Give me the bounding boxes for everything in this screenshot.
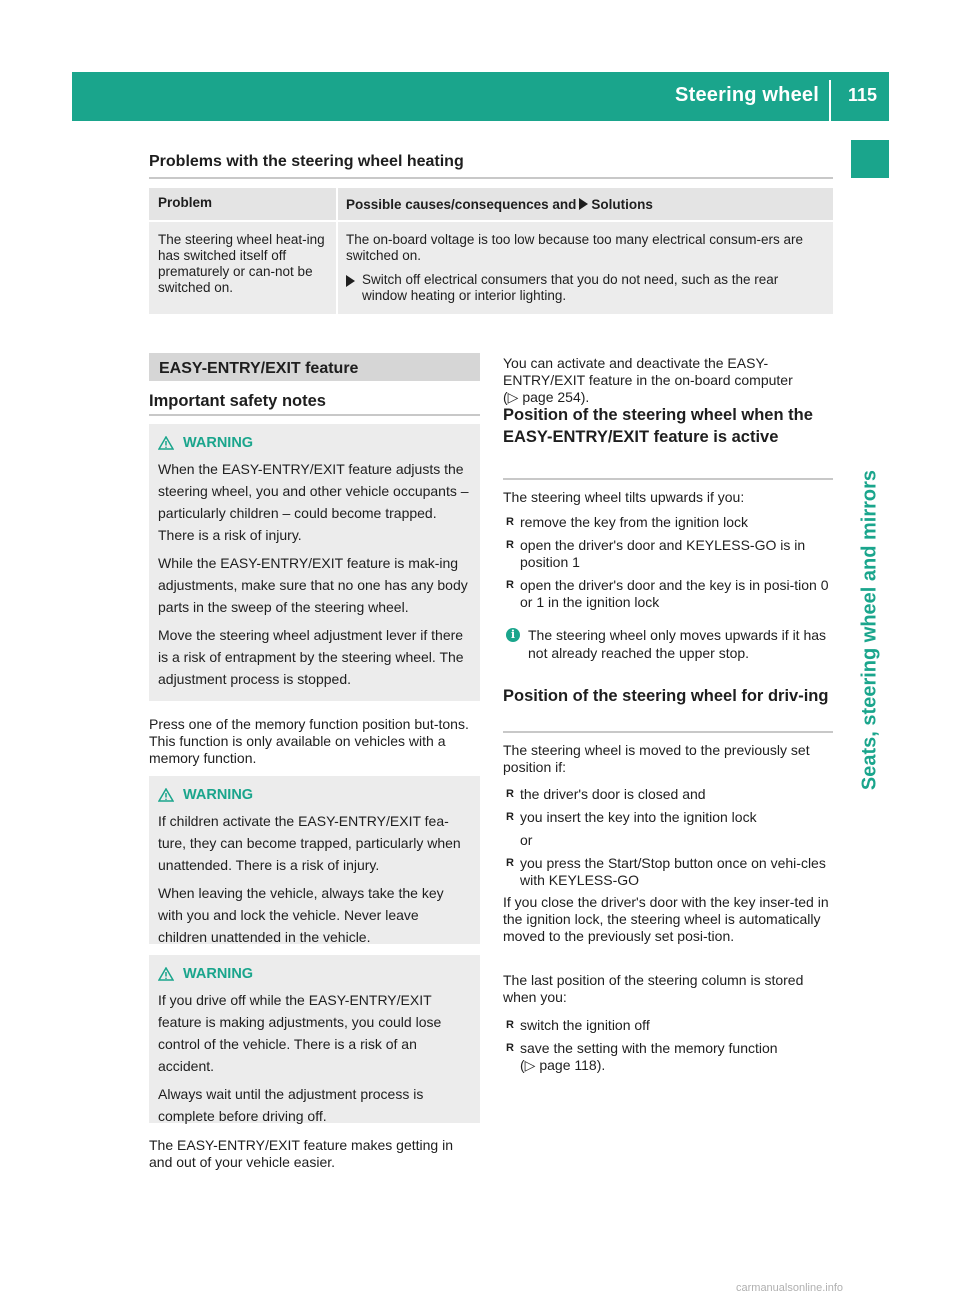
warning-text: When leaving the vehicle, always take the key with you and lock the vehicle. Never leave children unattended in the vehicle. — [158, 885, 444, 945]
warning-box-1 — [149, 424, 480, 701]
warning-heading: WARNING — [158, 432, 471, 454]
warning-box-2 — [149, 776, 480, 944]
close-door-paragraph: If you close the driver's door with the key inser-ted in the ignition lock, the steering wheel is automatically moved to the previously set posi-tion. — [503, 894, 829, 944]
moved-list — [506, 786, 833, 895]
heating-table — [149, 188, 833, 314]
header-title: Steering wheel — [675, 84, 819, 106]
list-item: R you insert the key into the ignition lock — [506, 809, 833, 826]
action-arrow-icon — [346, 275, 355, 287]
warning-heading: WARNING — [158, 784, 471, 806]
warning-text: When the EASY-ENTRY/EXIT feature adjusts the steering wheel, you and other vehicle occupants – particularly children – could become trapped. There is a risk of injury. — [158, 461, 469, 543]
header-divider — [829, 80, 831, 121]
driving-rule — [503, 731, 833, 733]
info-text: The steering wheel only moves upwards if it has not already reached the upper stop. — [528, 627, 827, 661]
or-text: or — [520, 832, 533, 848]
list-item: R switch the ignition off — [506, 1017, 833, 1034]
table-header-row — [149, 188, 833, 220]
page-ref-link[interactable]: page 118 — [539, 1057, 597, 1073]
active-position-title: Position of the steering wheel when the EASY-ENTRY/EXIT feature is active — [503, 406, 813, 446]
watermark: carmanualsonline.info — [736, 1282, 844, 1294]
warning-text: If you drive off while the EASY-ENTRY/EXIT feature is making adjustments, you could lose control of the vehicle. There is a risk of an accident. — [158, 992, 442, 1074]
page-ref-link[interactable]: page 254 — [522, 389, 581, 405]
cause-text: The on-board voltage is too low because too many electrical consum-ers are switched on. — [346, 232, 803, 263]
easy-entry-band: EASY-ENTRY/EXIT feature — [149, 353, 480, 381]
warning-text: If children activate the EASY-ENTRY/EXIT fea-ture, they can become trapped, particularly when unattended. There is a risk of injury. — [158, 813, 461, 873]
warning-box-3 — [149, 955, 480, 1123]
warning-text: Always wait until the adjustment process is complete before driving off. — [158, 1086, 424, 1124]
info-icon: i — [506, 628, 520, 642]
page-ref-arrow-icon: ▷ — [507, 389, 519, 405]
table-row — [149, 222, 833, 314]
warning-text: While the EASY-ENTRY/EXIT feature is mak-ing adjustments, make sure that no one has any body parts in the sweep of the steering wheel. — [158, 555, 468, 615]
warning-triangle-icon — [158, 788, 174, 802]
memory-paragraph: Press one of the memory function position but-tons. This function is only available on vehicles with a memory function. — [149, 716, 469, 766]
list-item: R open the driver's door and the key is in posi-tion 0 or 1 in the ignition lock — [506, 577, 833, 611]
heating-rule — [149, 177, 833, 179]
solution-cell — [336, 222, 833, 314]
driving-position-title: Position of the steering wheel for driv-ing — [503, 687, 829, 705]
warning-triangle-icon — [158, 967, 174, 981]
solution-step: Switch off electrical consumers that you do not need, such as the rear window heating or interior lighting. — [346, 272, 825, 304]
safety-notes-title: Important safety notes — [149, 392, 326, 410]
list-item: R save the setting with the memory function (▷ page 118). — [506, 1040, 833, 1074]
col-solutions-header: Possible causes/consequences and Solutions — [336, 188, 833, 220]
stored-list — [506, 1017, 833, 1080]
tilts-list — [506, 514, 833, 617]
warning-text: Move the steering wheel adjustment lever if there is a risk of entrapment by the steering wheel. The adjustment process is stopped. — [158, 627, 464, 687]
activate-paragraph: You can activate and deactivate the EASY-ENTRY/EXIT feature in the on-board computer (▷ page 254). — [503, 355, 793, 405]
moved-intro: The steering wheel is moved to the previously set position if: — [503, 742, 810, 775]
page-number: 115 — [847, 85, 877, 105]
active-rule — [503, 478, 833, 480]
page-header — [72, 72, 889, 121]
side-tab-marker — [851, 140, 889, 178]
action-arrow-icon — [579, 198, 588, 210]
list-item: R open the driver's door and KEYLESS-GO is in position 1 — [506, 537, 833, 571]
safety-rule — [149, 414, 480, 416]
list-item: R the driver's door is closed and — [506, 786, 833, 803]
warning-heading: WARNING — [158, 963, 471, 985]
warning-triangle-icon — [158, 436, 174, 450]
list-item: R remove the key from the ignition lock — [506, 514, 833, 531]
list-item: R you press the Start/Stop button once on vehi-cles with KEYLESS-GO — [506, 855, 833, 889]
stored-intro: The last position of the steering column is stored when you: — [503, 972, 804, 1005]
closing-paragraph: The EASY-ENTRY/EXIT feature makes getting in and out of your vehicle easier. — [149, 1137, 454, 1170]
problem-cell: The steering wheel heat-ing has switched itself off prematurely or can-not be switched on. — [158, 232, 325, 295]
col-problem-header: Problem — [158, 195, 213, 210]
heating-title: Problems with the steering wheel heating — [149, 153, 464, 170]
page-ref-arrow-icon: ▷ — [524, 1057, 536, 1073]
info-note — [503, 626, 833, 662]
tilts-intro: The steering wheel tilts upwards if you: — [503, 489, 745, 505]
